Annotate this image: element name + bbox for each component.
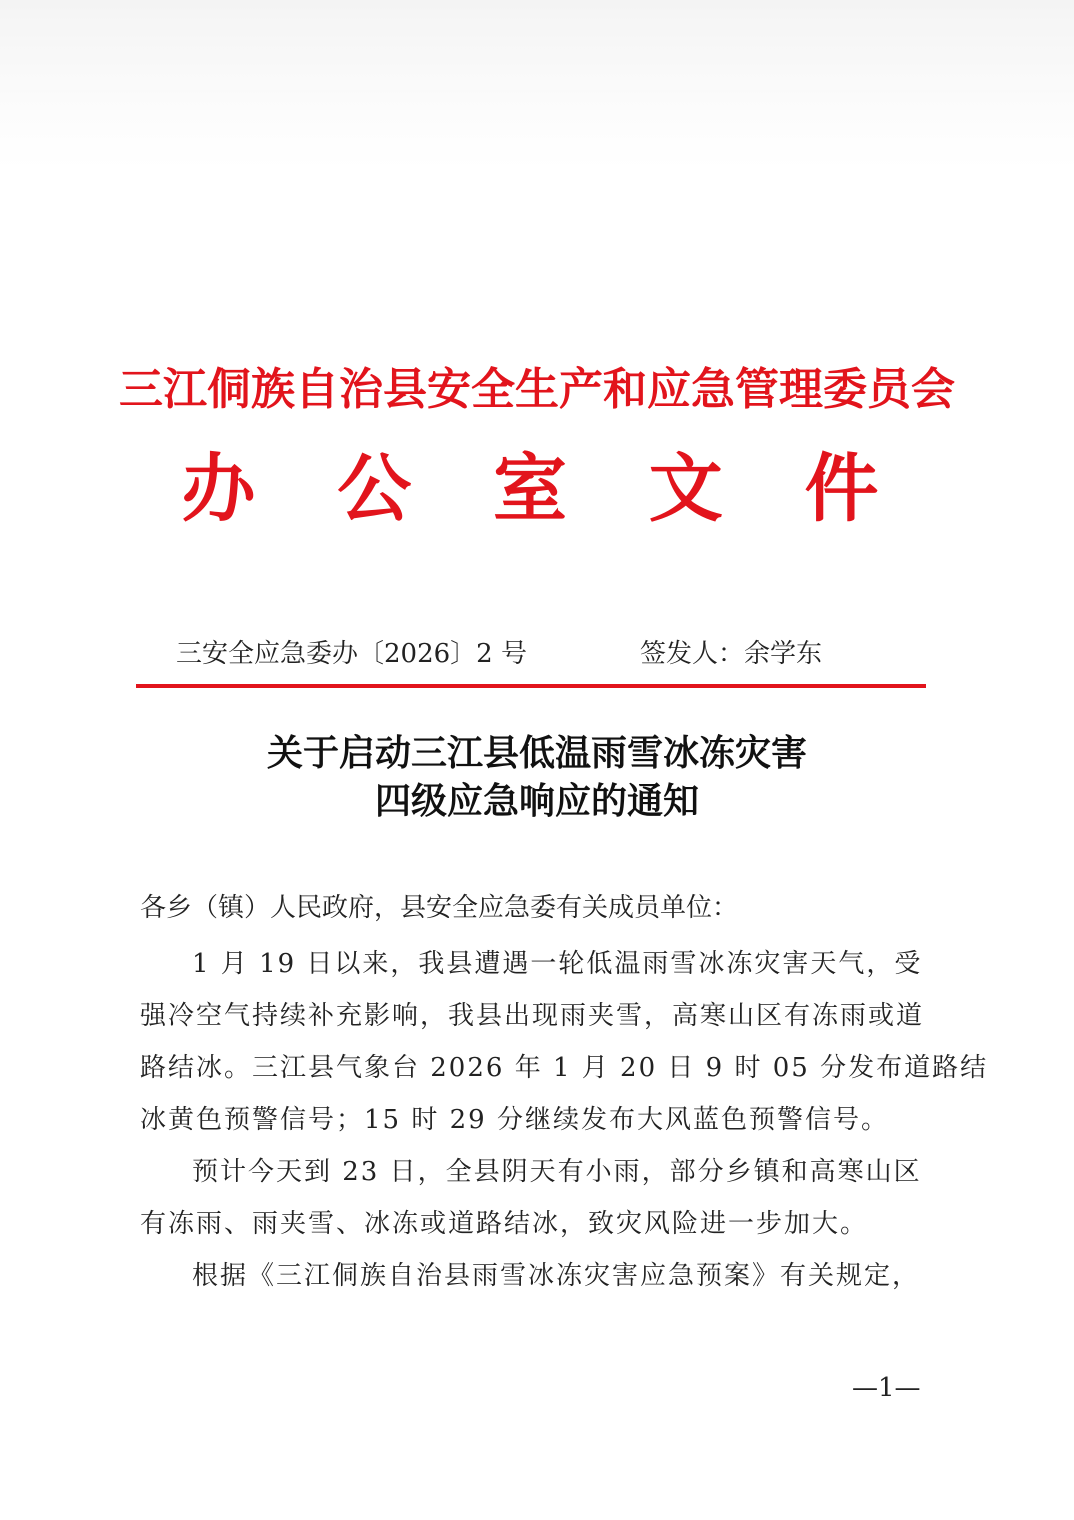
document-type: 办 公 室 文 件	[181, 446, 907, 532]
paragraph-line: 路结冰。三江县气象台 2026 年 1 月 20 日 9 时 05 分发布道路结	[140, 1053, 989, 1083]
issuer-name: 三江侗族自治县安全生产和应急管理委员会	[119, 364, 955, 415]
paragraph-2	[140, 1146, 940, 1250]
paragraph-line: 1 月 19 日以来，我县遭遇一轮低温雨雪冰冻灾害天气，受	[192, 949, 923, 979]
notice-title-line-2: 四级应急响应的通知	[374, 780, 699, 822]
faded-header-area	[0, 0, 1074, 170]
page-number: —1—	[852, 1373, 921, 1403]
addressee: 各乡（镇）人民政府，县安全应急委有关成员单位：	[140, 893, 739, 923]
paragraph-line: 强冷空气持续补充影响，我县出现雨夹雪，高寒山区有冻雨或道	[140, 1001, 925, 1031]
notice-title-line-1: 关于启动三江县低温雨雪冰冻灾害	[266, 732, 807, 774]
red-separator-line	[136, 684, 926, 688]
paragraph-line: 预计今天到 23 日，全县阴天有小雨，部分乡镇和高寒山区	[192, 1157, 922, 1187]
document-number: 三安全应急委办〔2026〕2 号	[176, 639, 527, 669]
paragraph-1	[140, 938, 989, 1146]
paragraph-line: 有冻雨、雨夹雪、冰冻或道路结冰，致灾风险进一步加大。	[140, 1209, 869, 1239]
paragraph-line: 冰黄色预警信号；15 时 29 分继续发布大风蓝色预警信号。	[140, 1105, 889, 1135]
signer: 签发人：余学东	[640, 639, 823, 669]
paragraph-3	[140, 1250, 940, 1302]
paragraph-line: 根据《三江侗族自治县雨雪冰冻灾害应急预案》有关规定，	[192, 1261, 921, 1291]
